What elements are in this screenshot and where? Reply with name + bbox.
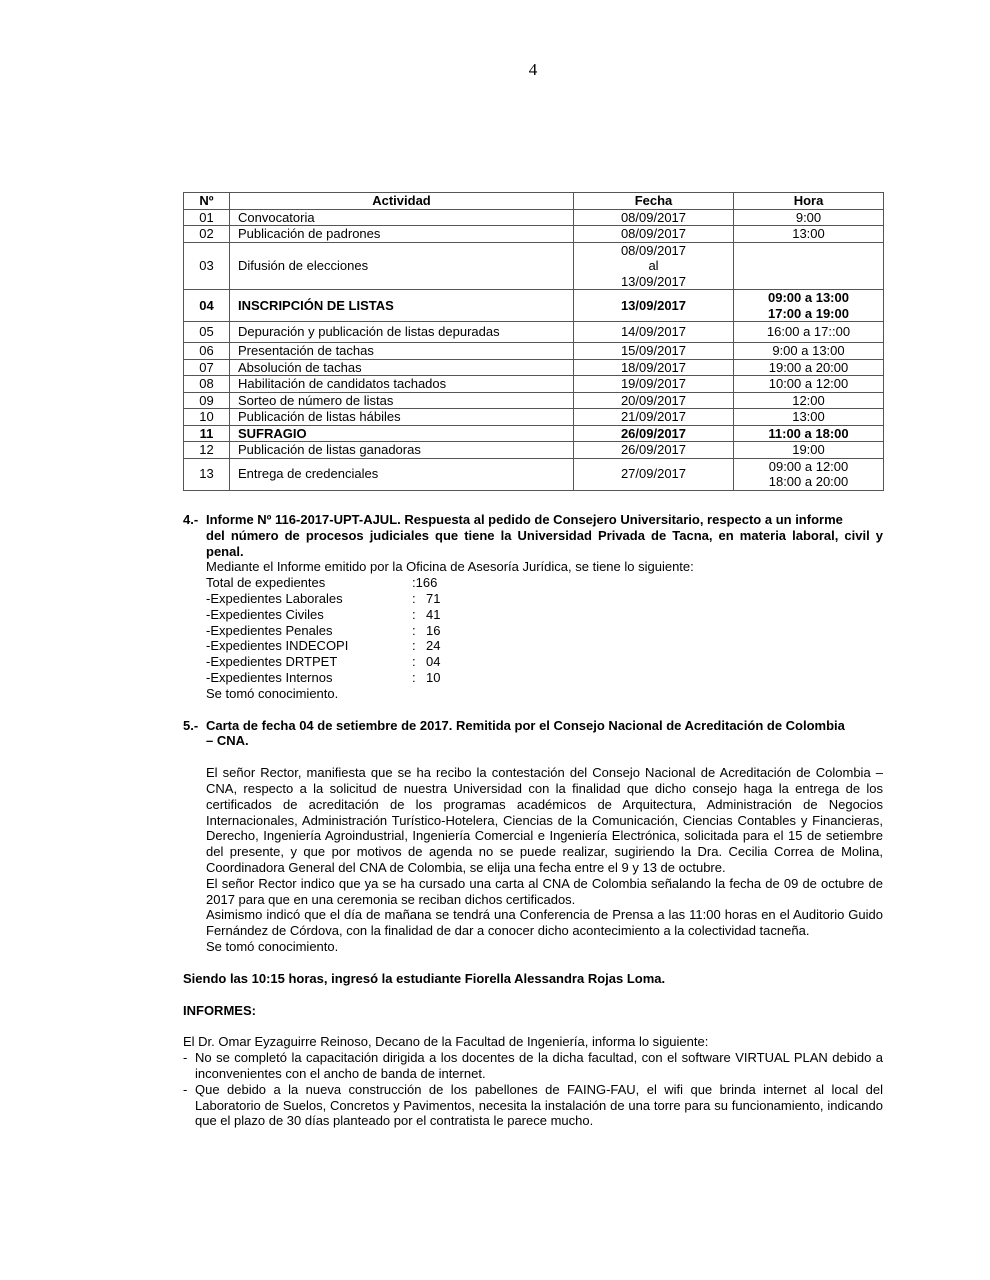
bullet-dash: -: [183, 1081, 188, 1097]
minutes-body: [183, 512, 883, 1129]
item-5-title-rest: – CNA.: [206, 733, 249, 749]
row-number: 08: [184, 376, 230, 393]
bullet-dash: -: [183, 1050, 188, 1066]
row-time: 10:00 a 12:00: [734, 376, 884, 393]
arrival-note: Siendo las 10:15 horas, ingresó la estudiante Fiorella Alessandra Rojas Loma.: [183, 970, 666, 986]
row-activity: Difusión de elecciones: [230, 242, 574, 290]
header-number: Nº: [184, 193, 230, 210]
item-5-closing: Se tomó conocimiento.: [206, 938, 339, 954]
time-line: 09:00 a 13:00: [768, 290, 849, 305]
row-activity: Publicación de listas hábiles: [230, 409, 574, 426]
row-date: 08/09/2017: [574, 209, 734, 226]
item-4-number: 4.-: [183, 512, 199, 527]
item-4-heading: [183, 512, 883, 528]
stat-value: 04: [426, 654, 441, 670]
row-number: 07: [184, 359, 230, 376]
row-date: 15/09/2017: [574, 343, 734, 360]
table-row: [184, 409, 884, 426]
row-activity: Publicación de padrones: [230, 226, 574, 243]
row-date: 27/09/2017: [574, 458, 734, 490]
item-5-paragraph-1: El señor Rector, manifiesta que se ha recibo la contestación del Consejo Nacional de Acreditación de Colombia – CNA, respecto a la solicitud de nuestra Universidad con la finalidad que dicho consejo haga la entrega de los certificados de acreditación de los programas académicos de Arquitectura, Administración de Negocios Internacionales, Administración Turístico-Hotelera, Ciencias de la Comunicación, Ciencias Contables y Financieras, Derecho, Ingeniería Agroindustrial, Ingeniería Comercial e Ingeniería Electrónica, solicitada para el 15 de setiembre del presente, y que por motivos de agenda no se puede realizar, sugiriendo la Dra. Cecilia Correa de Molina, Coordinadora General del CNA de Colombia, se elija una fecha entre el 9 y 13 de octubre.: [206, 765, 883, 875]
item-5-paragraph-2: El señor Rector indico que ya se ha cursado una carta al CNA de Colombia señalando la fecha de 09 de octubre de 2017 para que en una ceremonia se reciban dichos certificados.: [206, 875, 883, 907]
row-time: 19:00: [734, 442, 884, 459]
row-number: 03: [184, 242, 230, 290]
row-time: 9:00: [734, 209, 884, 226]
time-line: 17:00 a 19:00: [768, 305, 849, 321]
stat-sep: :: [412, 606, 416, 622]
item-4-title-first: Informe Nº 116-2017-UPT-AJUL. Respuesta al pedido de Consejero Universitario, respecto a un informe: [206, 512, 843, 527]
row-date: 08/09/2017: [574, 226, 734, 243]
row-time: 9:00 a 13:00: [734, 343, 884, 360]
stat-row: [206, 670, 883, 686]
row-time: 12:00: [734, 392, 884, 409]
item-5-heading: [183, 718, 883, 734]
informes-heading: INFORMES:: [183, 1002, 256, 1018]
row-number: 12: [184, 442, 230, 459]
table-row: [184, 209, 884, 226]
stat-row: [206, 654, 883, 670]
date-line: al: [648, 258, 659, 273]
list-item: [183, 1082, 883, 1129]
table-header-row: [184, 193, 884, 210]
item-4-intro: Mediante el Informe emitido por la Oficina de Asesoría Jurídica, se tiene lo siguiente:: [206, 559, 694, 575]
row-time: [734, 290, 884, 322]
stat-value: 71: [426, 590, 441, 606]
row-number: 11: [184, 425, 230, 442]
item-5-number: 5.-: [183, 717, 199, 733]
row-date: 19/09/2017: [574, 376, 734, 393]
stat-sep: :: [412, 669, 416, 685]
stat-value: 166: [415, 575, 438, 591]
stat-label: -Expedientes Penales: [206, 622, 333, 638]
row-date: 18/09/2017: [574, 359, 734, 376]
table-row: [184, 290, 884, 322]
item-5-title-first: Carta de fecha 04 de setiembre de 2017. Remitida por el Consejo Nacional de Acreditación de Colombia: [206, 717, 845, 733]
row-time: 19:00 a 20:00: [734, 359, 884, 376]
row-number: 05: [184, 322, 230, 343]
table-row: [184, 425, 884, 442]
table-row: [184, 392, 884, 409]
stat-sep: :: [412, 575, 416, 591]
row-date: 20/09/2017: [574, 392, 734, 409]
row-activity: Presentación de tachas: [230, 343, 574, 360]
case-stats: [183, 575, 883, 686]
stat-label: -Expedientes INDECOPI: [206, 638, 349, 654]
row-time: 13:00: [734, 226, 884, 243]
stat-row: [206, 638, 883, 654]
stat-sep: :: [412, 654, 416, 670]
row-activity: Absolución de tachas: [230, 359, 574, 376]
row-date: 14/09/2017: [574, 322, 734, 343]
stat-label: -Expedientes Laborales: [206, 590, 343, 606]
row-number: 10: [184, 409, 230, 426]
row-number: 04: [184, 290, 230, 322]
stat-row: [206, 623, 883, 639]
bullet-text: No se completó la capacitación dirigida a los docentes de la dicha facultad, con el software VIRTUAL PLAN debido a inconvenientes con el ancho de banda de internet.: [195, 1050, 883, 1081]
row-time: 16:00 a 17::00: [734, 322, 884, 343]
item-5-paragraph-3: Asimismo indicó que el día de mañana se tendrá una Conferencia de Prensa a las 11:00 horas en el Auditorio Guido Fernández de Córdova, con la finalidad de dar a conocer dicho acontecimiento a la colectividad tacneña.: [206, 907, 883, 939]
page-number: 4: [528, 60, 538, 79]
table-row: [184, 343, 884, 360]
informes-intro: El Dr. Omar Eyzaguirre Reinoso, Decano de la Facultad de Ingeniería, informa lo siguiente:: [183, 1034, 709, 1050]
table-row: [184, 242, 884, 290]
stat-row: [206, 607, 883, 623]
table-row: [184, 458, 884, 490]
row-time: [734, 458, 884, 490]
stat-row: [206, 591, 883, 607]
time-line: 18:00 a 20:00: [768, 474, 849, 489]
table-row: [184, 442, 884, 459]
row-number: 09: [184, 392, 230, 409]
stat-label: Total de expedientes: [206, 575, 326, 591]
header-date: Fecha: [574, 193, 734, 210]
election-schedule-table: [183, 192, 884, 491]
stat-label: -Expedientes Internos: [206, 669, 333, 685]
row-number: 06: [184, 343, 230, 360]
stat-value: 16: [426, 622, 441, 638]
row-activity: Depuración y publicación de listas depuradas: [230, 322, 574, 343]
stat-value: 41: [426, 606, 441, 622]
list-item: [183, 1050, 883, 1082]
stat-row: [206, 575, 883, 591]
stat-label: -Expedientes Civiles: [206, 606, 324, 622]
header-time: Hora: [734, 193, 884, 210]
stat-sep: :: [412, 590, 416, 606]
table-row: [184, 226, 884, 243]
row-time: 13:00: [734, 409, 884, 426]
row-activity: Habilitación de candidatos tachados: [230, 376, 574, 393]
row-activity: Publicación de listas ganadoras: [230, 442, 574, 459]
bullet-text: Que debido a la nueva construcción de los pabellones de FAING-FAU, el wifi que brinda internet al local del Laboratorio de Suelos, Concretos y Pavimentos, necesita la instalación de una torre para su funcionamiento, indicando que el plazo de 30 días planteado por el contratista le parece mucho.: [195, 1081, 883, 1129]
table-row: [184, 322, 884, 343]
row-date: 21/09/2017: [574, 409, 734, 426]
item-4-closing: Se tomó conocimiento.: [206, 685, 339, 701]
date-line: 13/09/2017: [620, 273, 687, 289]
header-activity: Actividad: [230, 193, 574, 210]
table-row: [184, 376, 884, 393]
row-activity: Convocatoria: [230, 209, 574, 226]
row-number: 13: [184, 458, 230, 490]
stat-label: -Expedientes DRTPET: [206, 654, 338, 670]
item-4-title-rest: del número de procesos judiciales que tiene la Universidad Privada de Tacna, en materia laboral, civil y penal.: [206, 527, 883, 559]
table-row: [184, 359, 884, 376]
row-activity: Entrega de credenciales: [230, 458, 574, 490]
row-activity: SUFRAGIO: [230, 425, 574, 442]
row-date: 13/09/2017: [574, 290, 734, 322]
time-line: 09:00 a 12:00: [768, 458, 849, 474]
row-time: [734, 242, 884, 290]
row-number: 01: [184, 209, 230, 226]
stat-sep: :: [412, 638, 416, 654]
row-number: 02: [184, 226, 230, 243]
date-line: 08/09/2017: [620, 242, 687, 258]
row-date: [574, 242, 734, 290]
stat-value: 10: [426, 669, 441, 685]
row-date: 26/09/2017: [574, 442, 734, 459]
row-time: 11:00 a 18:00: [734, 425, 884, 442]
row-date: 26/09/2017: [574, 425, 734, 442]
stat-sep: :: [412, 622, 416, 638]
row-activity: Sorteo de número de listas: [230, 392, 574, 409]
stat-value: 24: [426, 638, 441, 654]
row-activity: INSCRIPCIÓN DE LISTAS: [230, 290, 574, 322]
